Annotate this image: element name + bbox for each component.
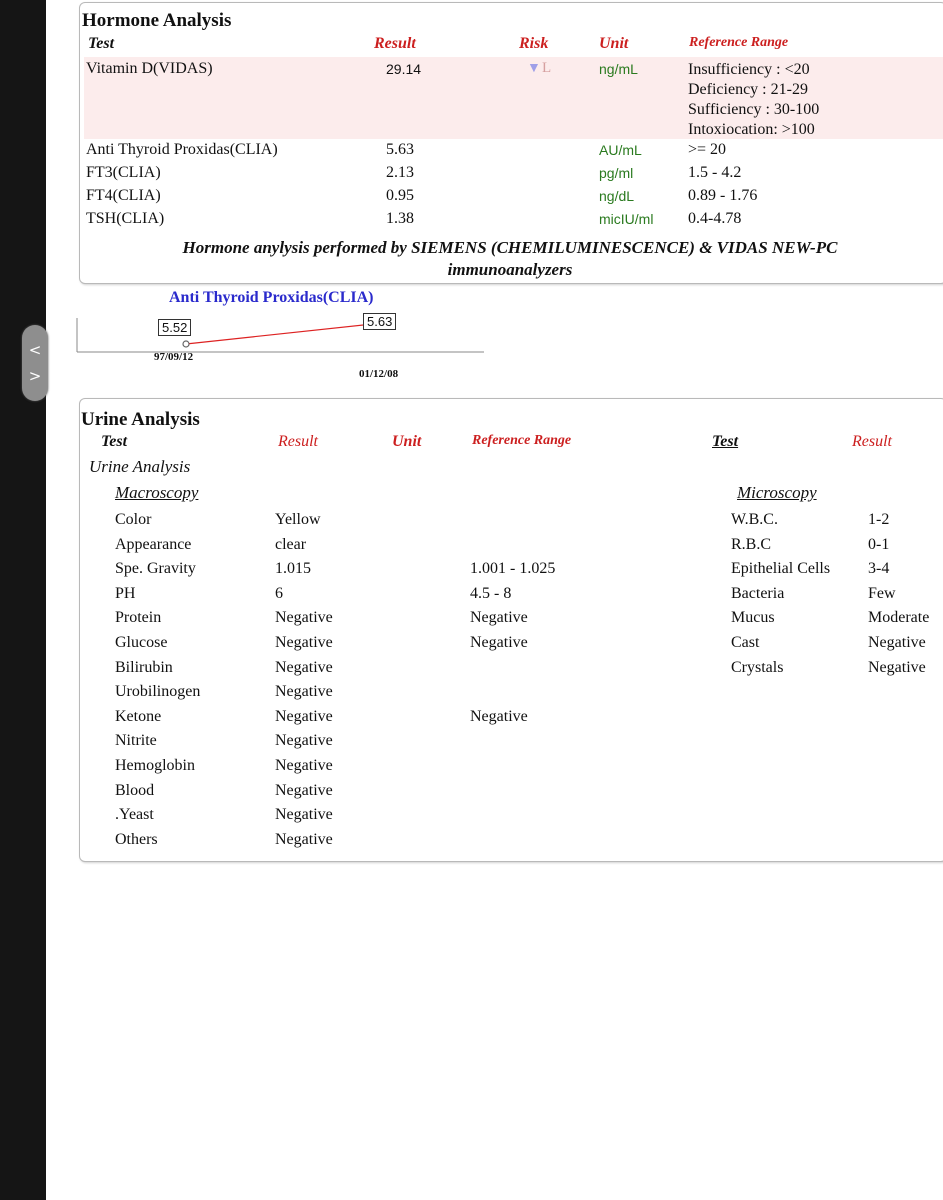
chart-point — [183, 341, 189, 347]
macro-test: Ketone — [115, 707, 162, 725]
micro-test: R.B.C — [731, 535, 772, 553]
vitamin-d-reference-line: Intoxiocation: >100 — [688, 121, 815, 138]
hormone-header-test: Test — [88, 35, 115, 52]
macro-reference: Negative — [470, 609, 528, 627]
list-item — [80, 708, 680, 732]
hormone-analysis-panel — [79, 2, 943, 284]
micro-result: Negative — [868, 634, 926, 651]
macro-reference: Negative — [470, 707, 528, 725]
row-result: 5.63 — [386, 141, 414, 158]
table-row — [80, 164, 940, 187]
micro-test: Bacteria — [731, 584, 785, 602]
macro-result: Negative — [275, 609, 333, 627]
list-item — [80, 511, 940, 535]
table-row — [80, 141, 940, 164]
micro-result: Few — [868, 584, 896, 602]
row-test: FT3(CLIA) — [86, 164, 161, 181]
list-item — [80, 732, 680, 756]
macro-result: Negative — [275, 683, 333, 701]
row-reference: 0.89 - 1.76 — [688, 187, 758, 204]
row-result: 0.95 — [386, 187, 414, 204]
list-item — [80, 806, 680, 830]
list-item — [80, 560, 940, 584]
urine-header-result: Result — [278, 433, 318, 450]
row-unit: pg/ml — [599, 165, 634, 181]
macro-test: Bilirubin — [115, 658, 173, 676]
chart-data-label: 5.52 — [158, 319, 191, 336]
macro-test: Spe. Gravity — [115, 560, 196, 578]
hormone-header-result: Result — [374, 35, 416, 52]
macro-result: Negative — [275, 806, 333, 824]
row-reference: 0.4-4.78 — [688, 210, 742, 227]
microscopy-heading: Microscopy — [737, 483, 817, 502]
urine-section-title: Urine Analysis — [81, 409, 200, 430]
chart-title: Anti Thyroid Proxidas(CLIA) — [169, 289, 374, 306]
macro-result: Negative — [275, 757, 333, 774]
hormone-section-title: Hormone Analysis — [82, 10, 232, 31]
micro-result: 0-1 — [868, 535, 890, 553]
micro-result: Negative — [868, 658, 926, 676]
vitamin-d-result: 29.14 — [386, 61, 422, 77]
macro-result: 6 — [275, 584, 283, 602]
macro-result: Negative — [275, 658, 333, 676]
table-row — [80, 187, 940, 210]
analyzer-footnote: Hormone anylysis performed by SIEMENS (CHEMILUMINESCENCE) & VIDAS NEW-PC — [182, 238, 838, 257]
macro-test: Nitrite — [115, 732, 157, 750]
urine-subtitle: Urine Analysis — [89, 457, 191, 476]
micro-test: Crystals — [731, 658, 784, 676]
row-test: FT4(CLIA) — [86, 187, 161, 204]
macro-result: clear — [275, 535, 307, 553]
row-unit: micIU/ml — [599, 211, 654, 227]
row-unit: ng/dL — [599, 188, 635, 204]
row-test: TSH(CLIA) — [86, 210, 165, 227]
micro-test: Cast — [731, 634, 760, 651]
trend-chart — [76, 286, 496, 386]
list-item — [80, 536, 940, 560]
vitamin-d-unit: ng/mL — [599, 61, 638, 77]
list-item — [80, 757, 680, 781]
row-unit: AU/mL — [599, 142, 642, 158]
vitamin-d-risk-flag: L — [542, 60, 552, 76]
urine-analysis-panel — [79, 398, 943, 862]
macro-test: Color — [115, 511, 152, 528]
macro-result: 1.015 — [275, 560, 311, 578]
table-row — [80, 210, 940, 233]
macro-test: Blood — [115, 781, 155, 799]
macro-test: .Yeast — [115, 806, 154, 824]
vitamin-d-reference — [688, 60, 819, 140]
vitamin-d-reference-line: Sufficiency : 30-100 — [688, 101, 820, 118]
dark-sidebar — [0, 0, 46, 1200]
list-item — [80, 634, 940, 658]
chart-x-tick: 01/12/08 — [359, 368, 399, 380]
macro-reference: Negative — [470, 634, 528, 651]
urine-header-reference: Reference Range — [472, 433, 572, 448]
micro-test: Epithelial Cells — [731, 560, 831, 578]
chart-data-label: 5.63 — [363, 313, 396, 330]
list-item — [80, 683, 680, 707]
macro-test: Hemoglobin — [115, 757, 195, 774]
macroscopy-heading: Macroscopy — [115, 483, 199, 502]
list-item — [80, 585, 940, 609]
macro-result: Negative — [275, 830, 333, 848]
analyzer-footnote-line2: immunoanalyzers — [447, 260, 573, 279]
vitamin-d-test-name: Vitamin D(VIDAS) — [86, 60, 213, 77]
macro-result: Negative — [275, 634, 333, 651]
micro-result: 3-4 — [868, 560, 890, 578]
chevron-down-icon[interactable]: > — [28, 367, 42, 385]
macro-reference: 4.5 - 8 — [470, 584, 512, 602]
hormone-header-risk: Risk — [519, 35, 549, 52]
urine-header-test: Test — [101, 433, 128, 450]
row-reference: 1.5 - 4.2 — [688, 164, 742, 181]
chart-x-tick: 97/09/12 — [154, 351, 194, 363]
row-test: Anti Thyroid Proxidas(CLIA) — [86, 141, 278, 158]
row-reference: >= 20 — [688, 141, 727, 158]
macro-test: Appearance — [115, 535, 192, 553]
page-navigation-control — [22, 325, 48, 401]
micro-result: 1-2 — [868, 511, 890, 528]
hormone-header-unit: Unit — [599, 35, 629, 52]
list-item — [80, 659, 940, 683]
macro-result: Negative — [275, 781, 333, 799]
macro-test: Glucose — [115, 634, 168, 651]
urine-header-result-2: Result — [852, 433, 892, 450]
macro-result: Negative — [275, 707, 333, 725]
macro-result: Negative — [275, 732, 333, 750]
vitamin-d-reference-line: Deficiency : 21-29 — [688, 81, 808, 98]
macro-result: Yellow — [275, 511, 321, 528]
list-item — [80, 609, 940, 633]
macro-reference: 1.001 - 1.025 — [470, 560, 556, 578]
macro-test: Others — [115, 830, 158, 848]
hormone-header-reference: Reference Range — [689, 35, 789, 50]
list-item — [80, 782, 680, 806]
micro-result: Moderate — [868, 609, 930, 627]
low-arrow-icon: ▼ — [527, 59, 541, 75]
urine-header-test-2: Test — [712, 433, 739, 450]
micro-test: Mucus — [731, 609, 775, 627]
chart-series-line — [186, 322, 391, 344]
macro-test: Protein — [115, 609, 162, 627]
micro-test: W.B.C. — [731, 511, 778, 528]
row-result: 2.13 — [386, 164, 414, 181]
trend-chart-svg — [76, 286, 496, 386]
vitamin-d-reference-line: Insufficiency : <20 — [688, 61, 810, 78]
list-item — [80, 831, 680, 855]
chevron-up-icon[interactable]: < — [28, 341, 42, 359]
macro-test: Urobilinogen — [115, 683, 201, 701]
urine-header-unit: Unit — [392, 433, 422, 450]
macro-test: PH — [115, 584, 136, 602]
row-result: 1.38 — [386, 210, 414, 227]
